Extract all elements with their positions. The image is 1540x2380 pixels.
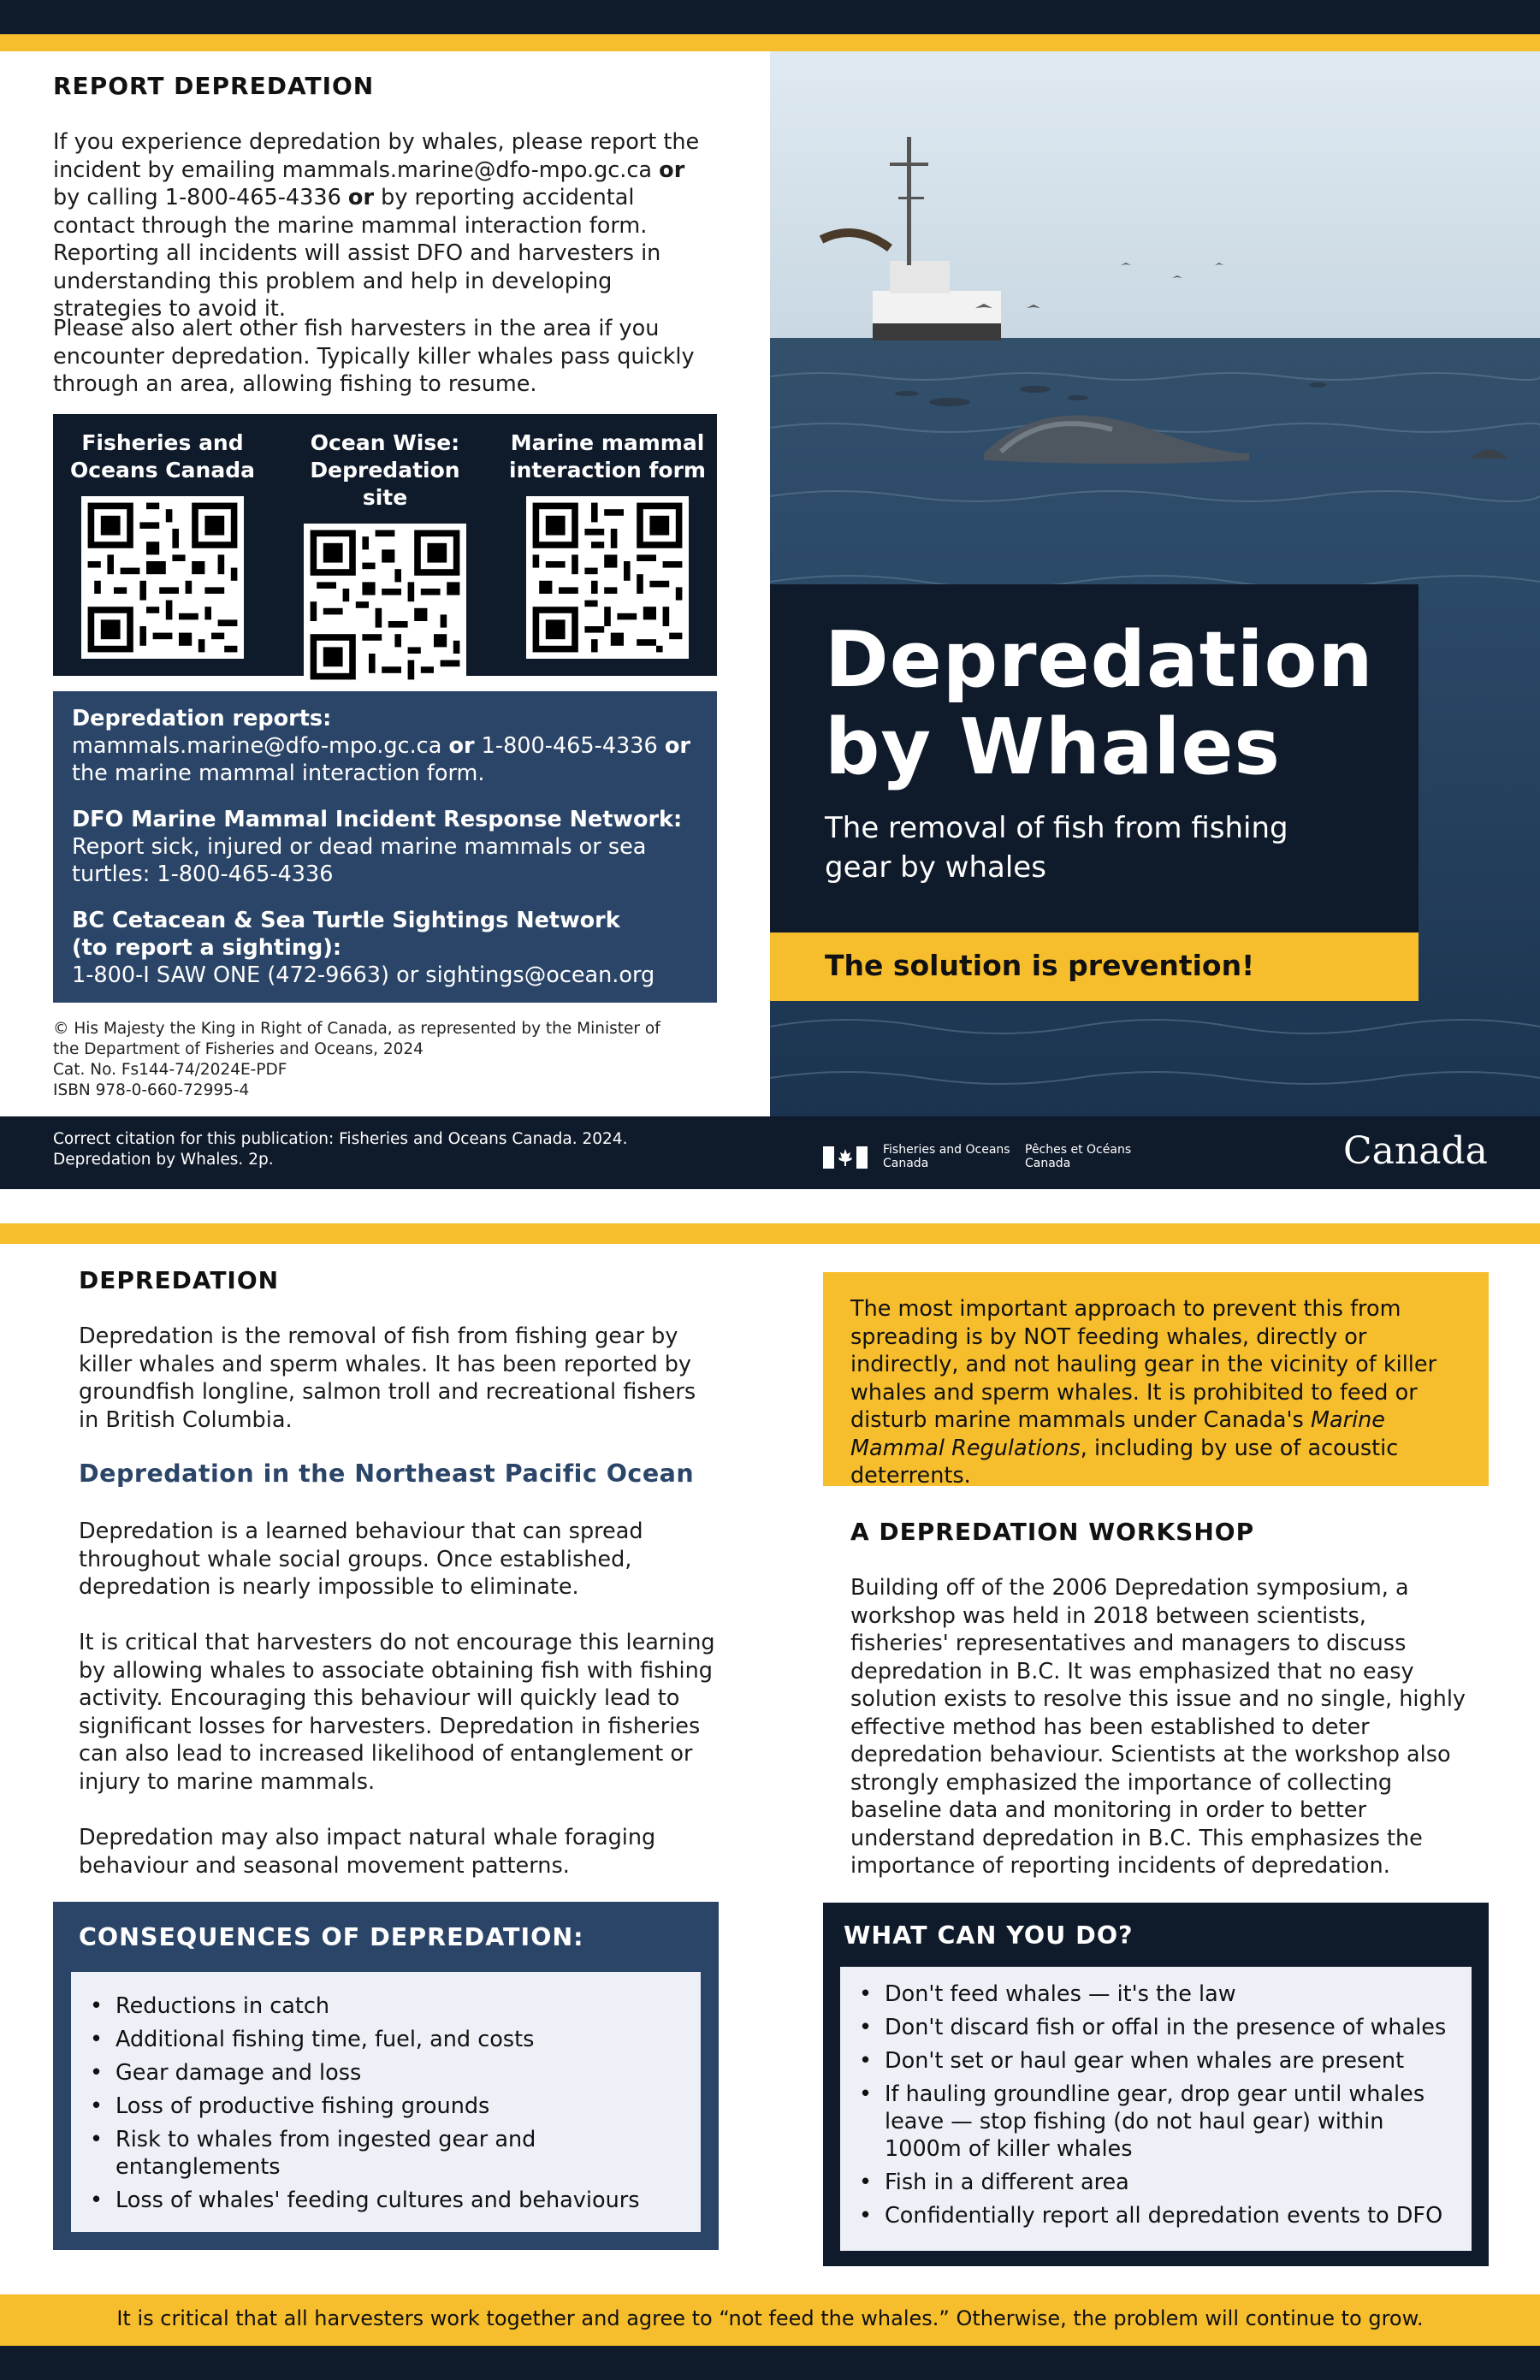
qr-ocean-wise[interactable] bbox=[284, 429, 486, 686]
legal-notice: © His Majesty the King in Right of Canada, as represented by the Minister of the Department of Fisheries and Oceans, 2024 Cat. No. Fs144-74/2024E-PDF ISBN 978-0-660-72995-4 bbox=[53, 1020, 660, 1099]
list-item: • Don't discard fish or offal in the presence of whales bbox=[885, 2014, 1458, 2041]
report-p1-or-2: or bbox=[347, 185, 375, 210]
report-heading: REPORT DEPREDATION bbox=[53, 72, 375, 100]
canada-flag-icon bbox=[823, 1146, 868, 1169]
cover-title-line-1: Depredation bbox=[825, 615, 1374, 705]
cover-banner bbox=[770, 932, 1419, 1001]
sightings-title-2: (to report a sighting): bbox=[72, 935, 342, 961]
qr-fisheries-oceans[interactable] bbox=[62, 429, 264, 659]
government-signature bbox=[823, 1143, 1165, 1172]
list-item: • Confidentially report all depredation events to DFO bbox=[885, 2202, 1458, 2229]
list-item: • Loss of productive fishing grounds bbox=[116, 2093, 684, 2120]
depredation-p2: Depredation is a learned behaviour that can spread throughout whale social groups. Once established, depredation is nearly impossible to eliminate. bbox=[79, 1519, 643, 1600]
report-p1-or-1: or bbox=[659, 157, 685, 183]
contacts-panel bbox=[53, 691, 717, 1003]
consequences-heading: CONSEQUENCES OF DEPREDATION: bbox=[79, 1923, 584, 1951]
depredation-subheading: Depredation in the Northeast Pacific Ocean bbox=[79, 1459, 695, 1488]
consequences-list-box bbox=[71, 1972, 701, 2232]
what-can-you-do-list bbox=[840, 1980, 1458, 2229]
cover-title-panel bbox=[770, 584, 1419, 932]
network-title: DFO Marine Mammal Incident Response Network: bbox=[72, 807, 683, 832]
cover-subtitle: The removal of fish from fishing gear by whales bbox=[825, 811, 1288, 885]
consequences-panel bbox=[53, 1902, 719, 2250]
middle-yellow-stripe bbox=[0, 1223, 1540, 1244]
list-item: • If hauling groundline gear, drop gear until whales leave — stop fishing (do not haul gear) within 1000m of killer whales bbox=[885, 2081, 1458, 2163]
approach-text: The most important approach to prevent this from spreading is by NOT feeding whales, directly or indirectly, and not hauling gear in the vicinity of killer whales and sperm whales. It is prohibited to feed or disturb marine mammals under Canada's Marine Mammal Regulations, including by use of acoustic deterrents. bbox=[850, 1296, 1437, 1489]
network-text: Report sick, injured or dead marine mammals or sea turtles: 1-800-465-4336 bbox=[72, 834, 647, 887]
report-paragraph-1 bbox=[53, 128, 712, 323]
qr-marine-mammal-form[interactable] bbox=[506, 429, 708, 659]
sightings-title-1: BC Cetacean & Sea Turtle Sightings Network bbox=[72, 908, 620, 933]
workshop-heading: A DEPREDATION WORKSHOP bbox=[850, 1518, 1255, 1546]
reports-title: Depredation reports: bbox=[72, 706, 332, 731]
list-item: • Don't feed whales — it's the law bbox=[885, 1980, 1458, 2008]
cover-title-line-2: by Whales bbox=[825, 702, 1281, 792]
what-can-you-do-list-box bbox=[840, 1967, 1472, 2251]
top-navy-stripe bbox=[0, 0, 1540, 34]
qr-code-panel bbox=[53, 414, 717, 676]
reports-text: mammals.marine@dfo-mpo.gc.ca or 1-800-465-4336 or the marine mammal interaction form. bbox=[72, 733, 690, 786]
qr-label-2: Ocean Wise: Depredation site bbox=[310, 430, 460, 510]
what-can-you-do-heading: WHAT CAN YOU DO? bbox=[844, 1921, 1134, 1950]
qr-code-image bbox=[526, 496, 689, 659]
canada-wordmark: Canada bbox=[1343, 1129, 1488, 1173]
list-item: • Risk to whales from ingested gear and entanglements bbox=[116, 2126, 595, 2181]
bottom-banner-text: It is critical that all harvesters work together and agree to “not feed the whales.” Otherwise, the problem will continue to grow. bbox=[116, 2306, 1424, 2330]
report-p1-c: by reporting accidental contact through the marine mammal interaction form. Reporting all incidents will assist DFO and harvesters in understanding this problem and help in developing strategies to avoid it. bbox=[53, 185, 661, 322]
depredation-p4: Depredation may also impact natural whale foraging behaviour and seasonal movement patterns. bbox=[79, 1825, 656, 1879]
qr-code-image bbox=[81, 496, 244, 659]
approach-callout bbox=[823, 1272, 1489, 1489]
bottom-navy-stripe bbox=[0, 2346, 1540, 2380]
report-p1-a: If you experience depredation by whales, please report the incident by emailing mammals.marine@dfo-mpo.gc.ca bbox=[53, 129, 700, 183]
list-item: • Gear damage and loss bbox=[116, 2059, 684, 2087]
qr-label-3: Marine mammal interaction form bbox=[509, 430, 706, 483]
depredation-p3: It is critical that harvesters do not encourage this learning by allowing whales to associate obtaining fish with fishing activity. Encouraging this behaviour will quickly lead to significant losses for harvesters. Depredation in fisheries can also lead to increased likelihood of entanglement or injury to marine mammals. bbox=[79, 1630, 715, 1795]
dept-name-fr: Pêches et Océans Canada bbox=[1025, 1143, 1132, 1170]
report-paragraph-2: Please also alert other fish harvesters in the area if you encounter depredation. Typically killer whales pass quickly through an area, allowing fishing to resume. bbox=[53, 316, 695, 397]
depredation-heading: DEPREDATION bbox=[79, 1266, 280, 1294]
report-p1-b: by calling 1-800-465-4336 bbox=[53, 185, 348, 210]
list-item: • Reductions in catch bbox=[116, 1992, 684, 2020]
list-item: • Additional fishing time, fuel, and costs bbox=[116, 2026, 684, 2053]
dept-name-en: Fisheries and Oceans Canada bbox=[883, 1143, 1010, 1170]
sightings-text: 1-800-I SAW ONE (472-9663) or sightings@ocean.org bbox=[72, 962, 655, 988]
depredation-p1: Depredation is the removal of fish from fishing gear by killer whales and sperm whales. It has been reported by groundfish longline, salmon troll and recreational fishers in British Columbia. bbox=[79, 1323, 696, 1433]
what-can-you-do-panel bbox=[823, 1903, 1489, 2266]
list-item: • Fish in a different area bbox=[885, 2169, 1458, 2196]
consequences-list bbox=[71, 1992, 684, 2214]
citation: Correct citation for this publication: Fisheries and Oceans Canada. 2024. Depredation by Whales. 2p. bbox=[53, 1130, 628, 1169]
cover-banner-text: The solution is prevention! bbox=[825, 949, 1255, 982]
list-item: • Loss of whales' feeding cultures and behaviours bbox=[116, 2187, 684, 2214]
list-item: • Don't set or haul gear when whales are present bbox=[885, 2047, 1458, 2075]
qr-code-image bbox=[304, 524, 466, 686]
qr-label-1: Fisheries and Oceans Canada bbox=[70, 430, 255, 483]
workshop-text: Building off of the 2006 Depredation symposium, a workshop was held in 2018 between scientists, fisheries' representatives and managers to discuss depredation in B.C. It was emphasized that no easy solution exists to resolve this issue and no single, highly effective method has been established to deter depredation behaviour. Scientists at the workshop also strongly emphasized the importance of collecting baseline data and monitoring in order to better understand depredation in B.C. This emphasizes the importance of reporting incidents of depredation. bbox=[850, 1575, 1466, 1879]
bottom-banner bbox=[0, 2294, 1540, 2346]
top-yellow-stripe bbox=[0, 34, 1540, 51]
